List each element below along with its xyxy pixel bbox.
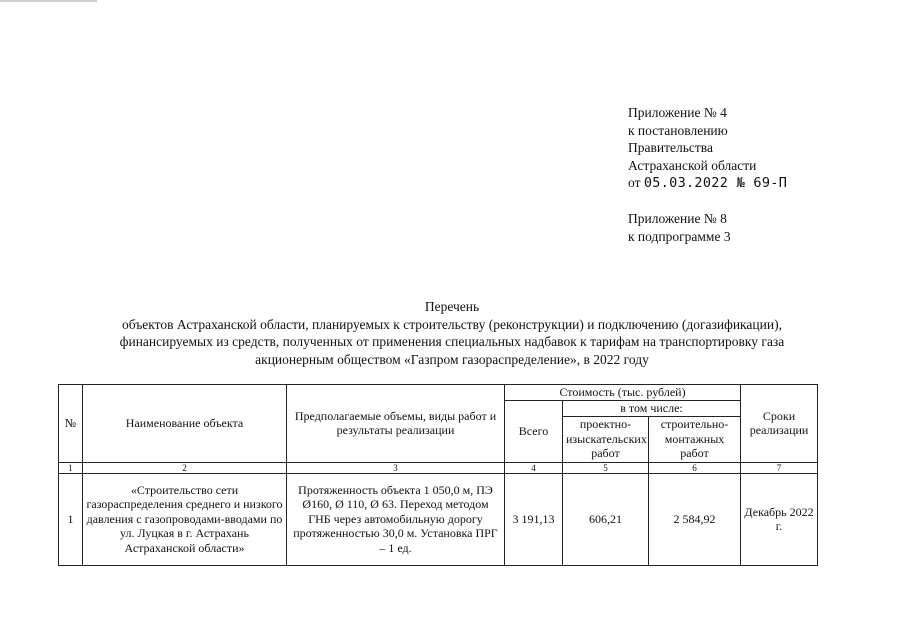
row-total: 3 191,13 (505, 473, 563, 565)
column-number-row (59, 462, 818, 473)
appendix-4-line4: Астраханской области (628, 157, 757, 173)
row-name: «Строительство сети газораспределения среднего и низкого давления с газопроводами-вводами по ул. Луцкая в г. Астрахань Астраханской области» (83, 473, 287, 565)
title-line-2: финансируемых из средств, полученных от применения специальных надбавок к тарифам на транспортировку газа (119, 334, 785, 349)
header-design: проектно-изыскательских работ (563, 416, 649, 462)
header-total: Всего (505, 401, 563, 463)
column-number: 4 (505, 462, 563, 473)
appendix-4-line3: Правительства (628, 140, 713, 155)
row-design: 606,21 (563, 473, 649, 565)
table-row (59, 473, 818, 565)
column-number: 7 (741, 462, 818, 473)
header-terms: Сроки реализации (741, 385, 818, 463)
row-volumes: Протяженность объекта 1 050,0 м, ПЭ Ø160, Ø 110, Ø 63. Переход методом ГНБ через автомобильную дорогу протяженностью 30,0 м. Установка ПРГ – 1 ед. (287, 473, 505, 565)
header-cost: Стоимость (тыс. рублей) (505, 385, 741, 401)
appendix-8-block (628, 210, 731, 245)
column-number: 6 (649, 462, 741, 473)
column-number: 3 (287, 462, 505, 473)
row-terms: Декабрь 2022 г. (741, 473, 818, 565)
row-num: 1 (59, 473, 83, 565)
appendix-8-line2: к подпрограмме 3 (628, 228, 731, 244)
appendix-8-title: Приложение № 8 (628, 211, 727, 226)
document-title (40, 298, 864, 368)
header-including: в том числе: (563, 401, 741, 417)
appendix-4-date (628, 174, 787, 193)
scan-edge-mark (0, 0, 97, 2)
column-number: 1 (59, 462, 83, 473)
objects-table (58, 384, 818, 566)
header-construction: строительно-монтажных работ (649, 416, 741, 462)
title-heading: Перечень (424, 299, 480, 314)
date-prefix: от (628, 175, 641, 190)
appendix-4-block (628, 104, 787, 193)
title-line-3: акционерным обществом «Газпром газораспределение», в 2022 году (255, 351, 649, 367)
appendix-4-title: Приложение № 4 (628, 105, 727, 120)
row-construction: 2 584,92 (649, 473, 741, 565)
header-name: Наименование объекта (83, 385, 287, 463)
header-num: № (59, 385, 83, 463)
date-stamp: 05.03.2022 № 69-П (643, 175, 788, 191)
title-line-1: объектов Астраханской области, планируемых к строительству (реконструкции) и подключению (догазификации), (122, 316, 782, 332)
header-volumes: Предполагаемые объемы, виды работ и результаты реализации (287, 385, 505, 463)
column-number: 2 (83, 462, 287, 473)
column-number: 5 (563, 462, 649, 473)
appendix-4-line2: к постановлению (628, 122, 728, 138)
